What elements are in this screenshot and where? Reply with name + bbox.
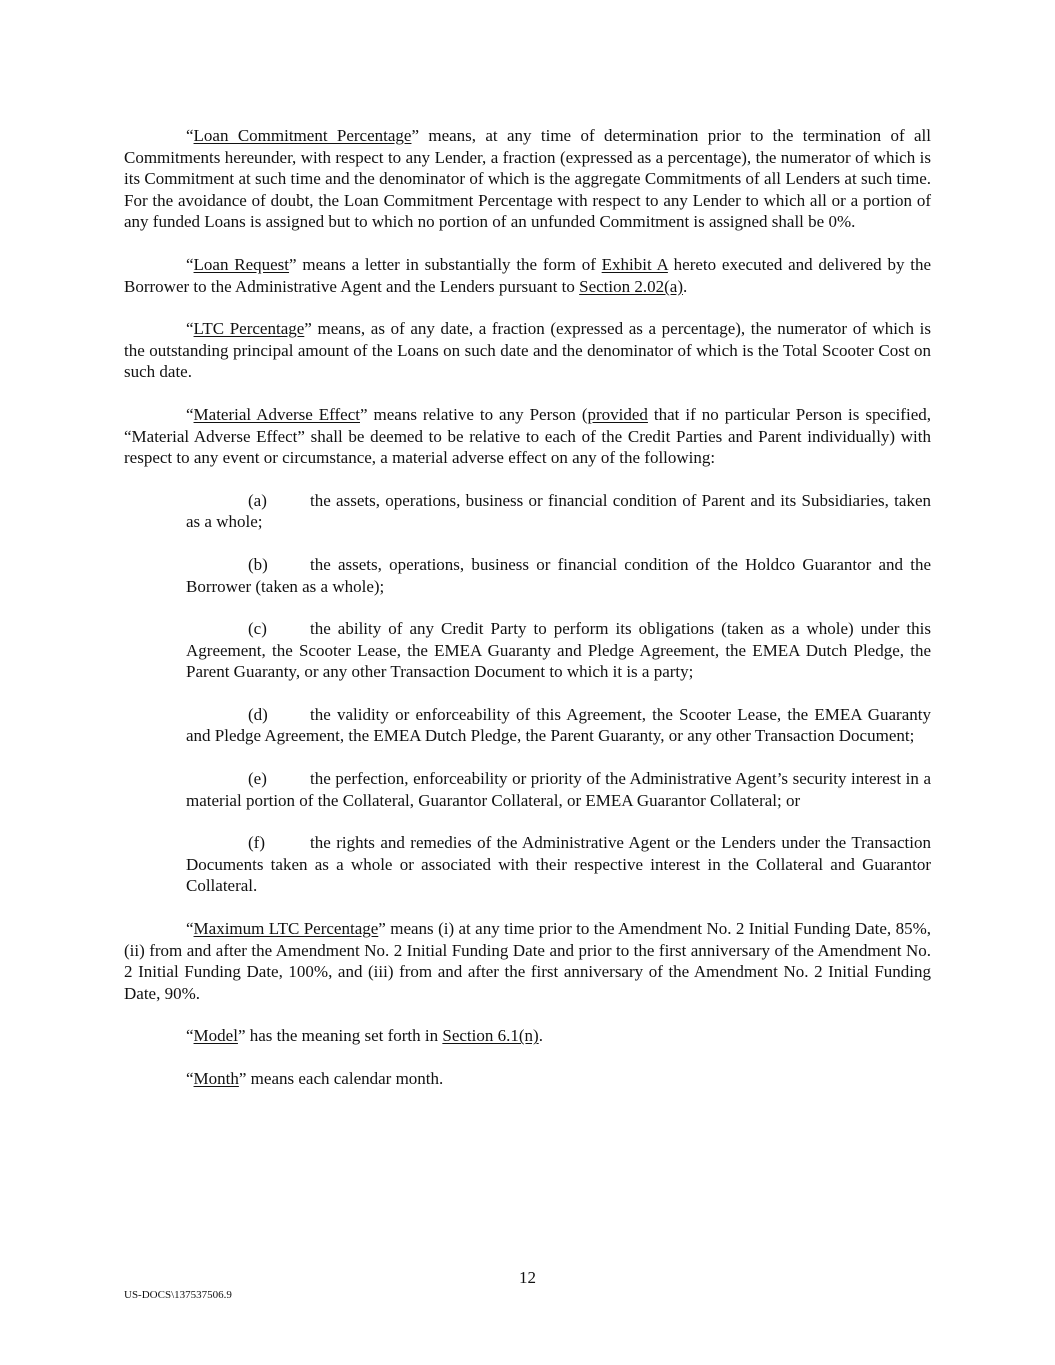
clause-label: (d): [248, 704, 268, 724]
definition-text: ” means a letter in substantially the form of: [289, 254, 602, 274]
clause-label: (e): [248, 769, 267, 789]
definition-loan-request: [124, 254, 931, 297]
open-quote: “: [186, 254, 194, 274]
mae-clause-c: [186, 618, 931, 683]
definition-loan-commitment-percentage: [124, 125, 931, 233]
definition-ltc-percentage: [124, 318, 931, 383]
clause-text: the validity or enforceability of this Agreement, the Scooter Lease, the EMEA Guaranty and Pledge Agreement, the EMEA Dutch Pledge, the Parent Guaranty, or any other Transaction Document;: [186, 704, 931, 746]
document-page: [124, 125, 931, 1111]
section-reference: Section 6.1(n): [442, 1026, 539, 1046]
period: .: [538, 1026, 543, 1046]
clause-text: the ability of any Credit Party to perform its obligations (taken as a whole) under this Agreement, the Scooter Lease, the EMEA Guaranty and Pledge Agreement, the EMEA Dutch Pledge, the Parent Guaranty, or any other Transaction Document to which it is a party;: [186, 619, 931, 682]
definition-text: ” means each calendar month.: [238, 1069, 444, 1088]
mae-clause-b: [186, 554, 931, 597]
open-quote: “: [186, 319, 194, 339]
definition-text: ” has the meaning set forth in: [237, 1026, 443, 1046]
clause-label: (c): [248, 619, 267, 639]
clause-label: (b): [248, 554, 268, 574]
section-reference: Section 2.02(a): [579, 276, 683, 296]
period: .: [682, 276, 688, 296]
open-quote: “: [186, 1069, 194, 1088]
definition-maximum-ltc-percentage: [124, 918, 931, 1004]
open-quote: “: [186, 919, 194, 939]
page-number: 12: [519, 1268, 536, 1287]
definition-month: [124, 1068, 931, 1090]
open-quote: “: [186, 404, 194, 424]
clause-text: the assets, operations, business or financial condition of the Holdco Guarantor and the Borrower (taken as a whole);: [186, 554, 931, 596]
document-id: US-DOCS\137537506.9: [124, 1289, 232, 1301]
open-quote: “: [186, 126, 194, 145]
open-quote: “: [186, 1026, 194, 1046]
definition-material-adverse-effect: [124, 404, 931, 469]
provided-term: provided: [587, 404, 648, 424]
mae-clause-d: [186, 704, 931, 747]
mae-clause-a: [186, 490, 931, 533]
clause-text: the assets, operations, business or financial condition of Parent and its Subsidiaries, taken as a whole;: [186, 490, 931, 532]
exhibit-reference: Exhibit A: [601, 254, 668, 274]
defined-term: Material Adverse Effect: [193, 404, 360, 424]
definition-text: ” means (i) at any time prior to the Amendment No. 2 Initial Funding Date, 85%, (ii) from and after the Amendment No. 2 Initial Funding Date and prior to the first anniversary of the Amendment No. 2 Initial Funding Date, 100%, and (iii) from and after the first anniversary of the Amendment No. 2 Initial Funding Date, 90%.: [124, 919, 931, 1003]
definition-text: ” means relative to any Person (: [360, 404, 588, 424]
defined-term: Model: [193, 1026, 238, 1046]
definition-text: ” means, as of any date, a fraction (expressed as a percentage), the numerator of which is the outstanding principal amount of the Loans on such date and the denominator of which is the Total Scooter Cost on such date.: [124, 319, 931, 382]
definition-text: hereto executed and delivered by the Borrower to the Administrative Agent and the Lenders pursuant to: [124, 254, 932, 296]
clause-text: the perfection, enforceability or priority of the Administrative Agent’s security interest in a material portion of the Collateral, Guarantor Collateral, or EMEA Guarantor Collateral; or: [186, 769, 931, 810]
definition-text: that if no particular Person is specified, “Material Adverse Effect” shall be deemed to be relative to each of the Credit Parties and Parent individually) with respect to any event or circumstance, a material adverse effect on any of the following:: [124, 404, 931, 468]
clause-text: the rights and remedies of the Administrative Agent or the Lenders under the Transaction Documents taken as a whole or associated with their respective interest in the Collateral and Guarantor Collateral.: [186, 833, 931, 896]
defined-term: Month: [193, 1069, 239, 1088]
defined-term: Loan Commitment Percentage: [193, 126, 412, 145]
clause-label: (f): [248, 833, 265, 853]
definition-text: ” means, at any time of determination prior to the termination of all Commitments hereunder, with respect to any Lender, a fraction (expressed as a percentage), the numerator of which is its Commitment at such time and the denominator of which is the aggregate Commitments of all Lenders at such time. For the avoidance of doubt, the Loan Commitment Percentage with respect to any Lender to which all or a portion of any funded Loans is assigned but to which no portion of an unfunded Commitment is assigned shall be 0%.: [124, 126, 932, 232]
clause-label: (a): [248, 490, 267, 510]
definition-model: [124, 1025, 931, 1047]
defined-term: Loan Request: [193, 254, 290, 274]
defined-term: LTC Percentage: [193, 319, 305, 339]
mae-clause-f: [186, 832, 931, 897]
mae-clause-e: [186, 768, 931, 811]
defined-term: Maximum LTC Percentage: [193, 919, 379, 939]
